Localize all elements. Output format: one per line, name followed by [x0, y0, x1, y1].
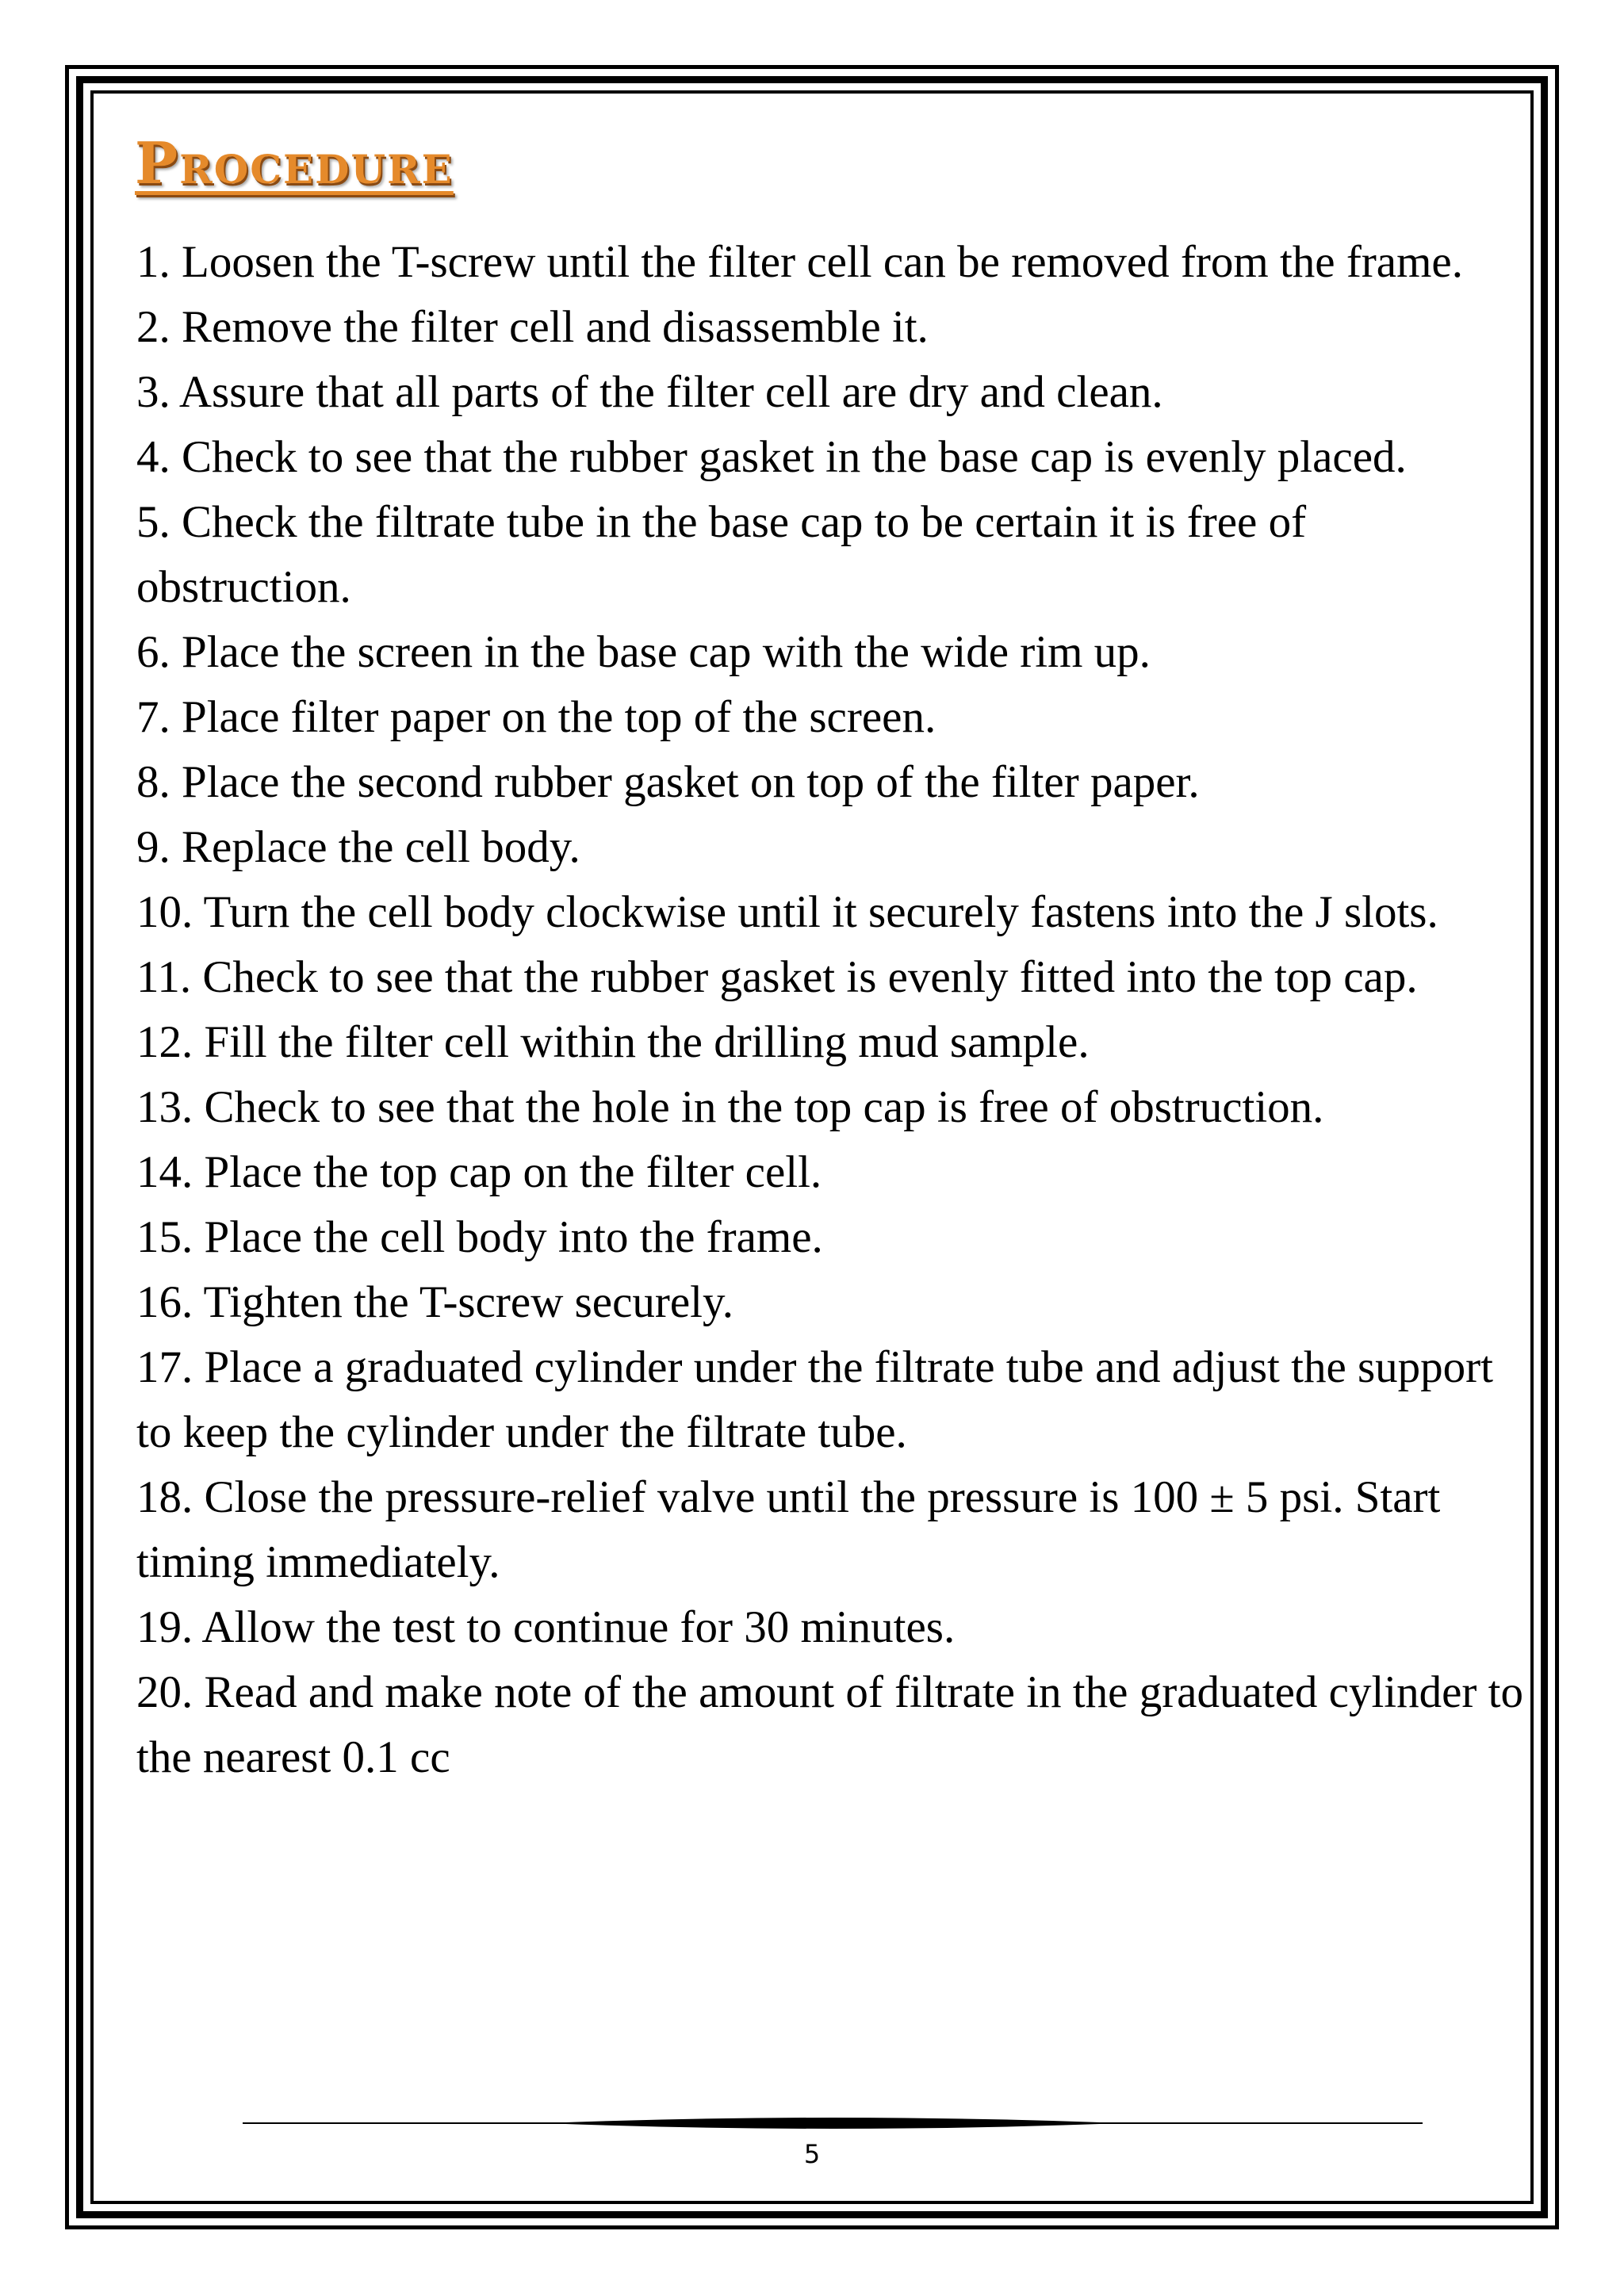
step-5: 5. Check the filtrate tube in the base cap to be certain it is free of obstruction.: [136, 497, 1307, 612]
page-number: 5: [803, 2139, 821, 2169]
step-8: 8. Place the second rubber gasket on top of the filter paper.: [136, 757, 1200, 807]
procedure-steps: [136, 230, 1532, 1790]
step-13: 13. Check to see that the hole in the top cap is free of obstruction.: [136, 1082, 1324, 1132]
step-14: 14. Place the top cap on the filter cell.: [136, 1147, 822, 1197]
step-20: 20. Read and make note of the amount of filtrate in the graduated cylinder to the nearest 0.1 cc: [136, 1667, 1523, 1782]
step-12: 12. Fill the filter cell within the drilling mud sample.: [136, 1017, 1090, 1067]
step-9: 9. Replace the cell body.: [136, 822, 580, 872]
step-3: 3. Assure that all parts of the filter cell are dry and clean.: [136, 367, 1163, 417]
step-10: 10. Turn the cell body clockwise until it securely fastens into the J slots.: [136, 887, 1438, 937]
step-4: 4. Check to see that the rubber gasket in the base cap is evenly placed.: [136, 432, 1407, 482]
step-15: 15. Place the cell body into the frame.: [136, 1212, 823, 1262]
step-7: 7. Place filter paper on the top of the screen.: [136, 692, 936, 742]
step-17: 17. Place a graduated cylinder under the filtrate tube and adjust the support to keep the cylinder under the filtrate tube.: [136, 1342, 1494, 1457]
step-16: 16. Tighten the T-screw securely.: [136, 1277, 734, 1327]
step-18: 18. Close the pressure-relief valve until the pressure is 100 ± 5 psi. Start timing immediately.: [136, 1472, 1441, 1587]
footer-divider: [243, 2115, 1423, 2131]
step-11: 11. Check to see that the rubber gasket is evenly fitted into the top cap.: [136, 952, 1418, 1002]
step-19: 19. Allow the test to continue for 30 minutes.: [136, 1602, 956, 1652]
step-2: 2. Remove the filter cell and disassemble it.: [136, 302, 929, 352]
step-6: 6. Place the screen in the base cap with the wide rim up.: [136, 627, 1151, 677]
step-1: 1. Loosen the T-screw until the filter cell can be removed from the frame.: [136, 237, 1463, 287]
section-heading: Procedure: [135, 129, 454, 197]
